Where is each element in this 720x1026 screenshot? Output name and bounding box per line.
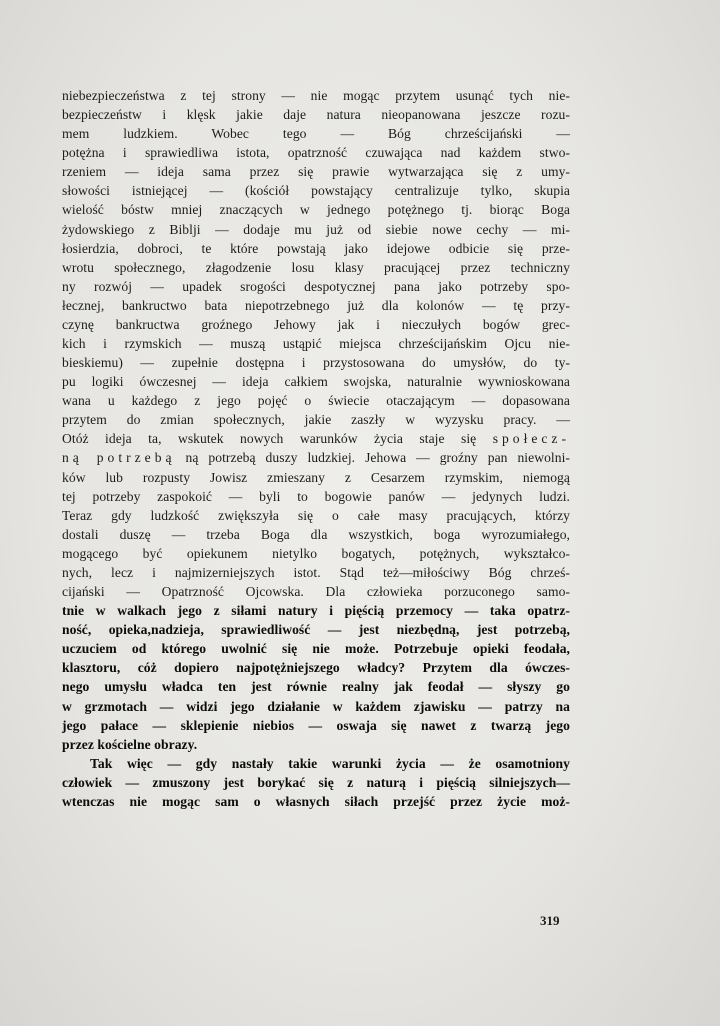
text-line: nych, lecz i najmizerniejszych istot. Stąd też—miłościwy Bóg chrześ- <box>62 564 570 580</box>
text-line: przez kościelne obrazy. <box>62 736 198 752</box>
text-line: tej potrzeby zaspokoić — byli to bogowie panów — jedynych ludzi. <box>62 488 570 504</box>
text-line: ność, opieka,nadzieja, sprawiedliwość — jest niezbędną, jest potrzebą, <box>62 622 570 638</box>
text-line <box>62 429 570 448</box>
text-line: wrotu społecznego, złagodzenie losu klasy pracującej przez techniczny <box>62 259 570 275</box>
text-line: mem ludzkiem. Wobec tego — Bóg chrześcijański — <box>62 126 570 142</box>
text-line: przytem do zmian społecznych, jakie zaszły w wyzysku pracy. — <box>62 412 570 428</box>
text-line: niebezpieczeństwa z tej strony — nie mogąc przytem usunąć tych nie- <box>62 88 570 103</box>
text-line: dostali duszę — trzeba Boga dla wszystkich, boga wyrozumiałego, <box>62 526 570 542</box>
text-line: bezpieczeństw i klęsk jakie daje natura nieopanowana jeszcze rozu- <box>62 107 570 123</box>
line-text: Otóż ideja ta, wskutek nowych warunków życia staje się <box>62 431 477 447</box>
text-line: cijański — Opatrzność Ojcowska. Dla człowieka porzuconego samo- <box>62 584 570 600</box>
text-line: pu logiki ówczesnej — ideja całkiem swojska, naturalnie wywnioskowana <box>62 374 570 390</box>
text-line: klasztoru, cóż dopiero najpotężniejszego władcy? Przytem dla ówczes- <box>62 660 570 676</box>
text-line: wielość bóstw mniej znaczących w jednego potężnego tj. biorąc Boga <box>62 202 570 218</box>
text-line: łosierdzia, dobroci, te które powstają jako idejowe odbicie się prze- <box>62 240 570 256</box>
text-line: nego umysłu władca ten jest równie realny jak feodał — słyszy go <box>62 679 570 695</box>
text-line: wana u każdego z jego pojęć o świecie otaczającym — dopasowana <box>62 393 570 409</box>
text-line: łecznej, bankructwo bata niepotrzebnego już dla kolonów — tę przy- <box>62 297 570 313</box>
text-line: Tak więc — gdy nastały takie warunki życia — że osamotniony <box>90 755 570 771</box>
text-line: mogącego być opiekunem nietylko bogatych, potężnych, wykształco- <box>62 545 570 561</box>
text-line: ków lub rozpusty Jowisz zmieszany z Cesarzem rzymskim, niemogą <box>62 469 570 485</box>
text-line: uczuciem od którego uwolnić się nie może. Potrzebuje opieki feodała, <box>62 641 570 657</box>
text-line <box>62 448 570 467</box>
text-line: żydowskiego z Biblji — dodaje mu już od siebie nowe cechy — mi- <box>62 221 570 237</box>
text-line: potężna i sprawiedliwa istota, opatrzność czuwająca nad każdem stwo- <box>62 145 570 161</box>
text-line: czynę bankructwa groźnego Jehowy jak i nieczułych bogów grec- <box>62 316 570 332</box>
text-line: Teraz gdy ludzkość zwiększyła się o całe masy pracujących, którzy <box>62 507 570 523</box>
text-line: rzeniem — ideja sama przez się prawie wytwarzająca się z umy- <box>62 164 570 180</box>
text-line: ny rozwój — upadek srogości despotycznej pana jako potrzeby spo- <box>62 278 570 294</box>
line-text: ną potrzebą duszy ludzkiej. Jehowa — groźny pan niewolni- <box>185 450 571 466</box>
text-line: w grzmotach — widzi jego działanie w każdem zjawisku — patrzy na <box>62 698 570 714</box>
body-text <box>62 86 570 811</box>
text-line: słowości istniejącej — (kościół powstający centralizuje tylko, skupia <box>62 183 570 199</box>
text-line: bieskiemu) — zupełnie dostępna i przystosowana do umysłów, do ty- <box>62 355 570 371</box>
page-number: 319 <box>540 913 560 928</box>
text-line: człowiek — zmuszony jest borykać się z naturą i pięścią silniejszych— <box>62 774 570 790</box>
text-line: kich i rzymskich — muszą ustąpić miejsca chrześcijańskim Ojcu nie- <box>62 336 570 352</box>
spaced-emphasis: społecz- <box>492 431 570 447</box>
text-line: jego pałace — sklepienie niebios — oswaja się nawet z twarzą jego <box>62 717 570 733</box>
spaced-emphasis: ną potrzebą <box>62 450 176 466</box>
text-line: wtenczas nie mogąc sam o własnych siłach przejść przez życie moż- <box>62 793 570 809</box>
text-line: tnie w walkach jego z siłami natury i pięścią przemocy — taka opatrz- <box>62 603 570 619</box>
